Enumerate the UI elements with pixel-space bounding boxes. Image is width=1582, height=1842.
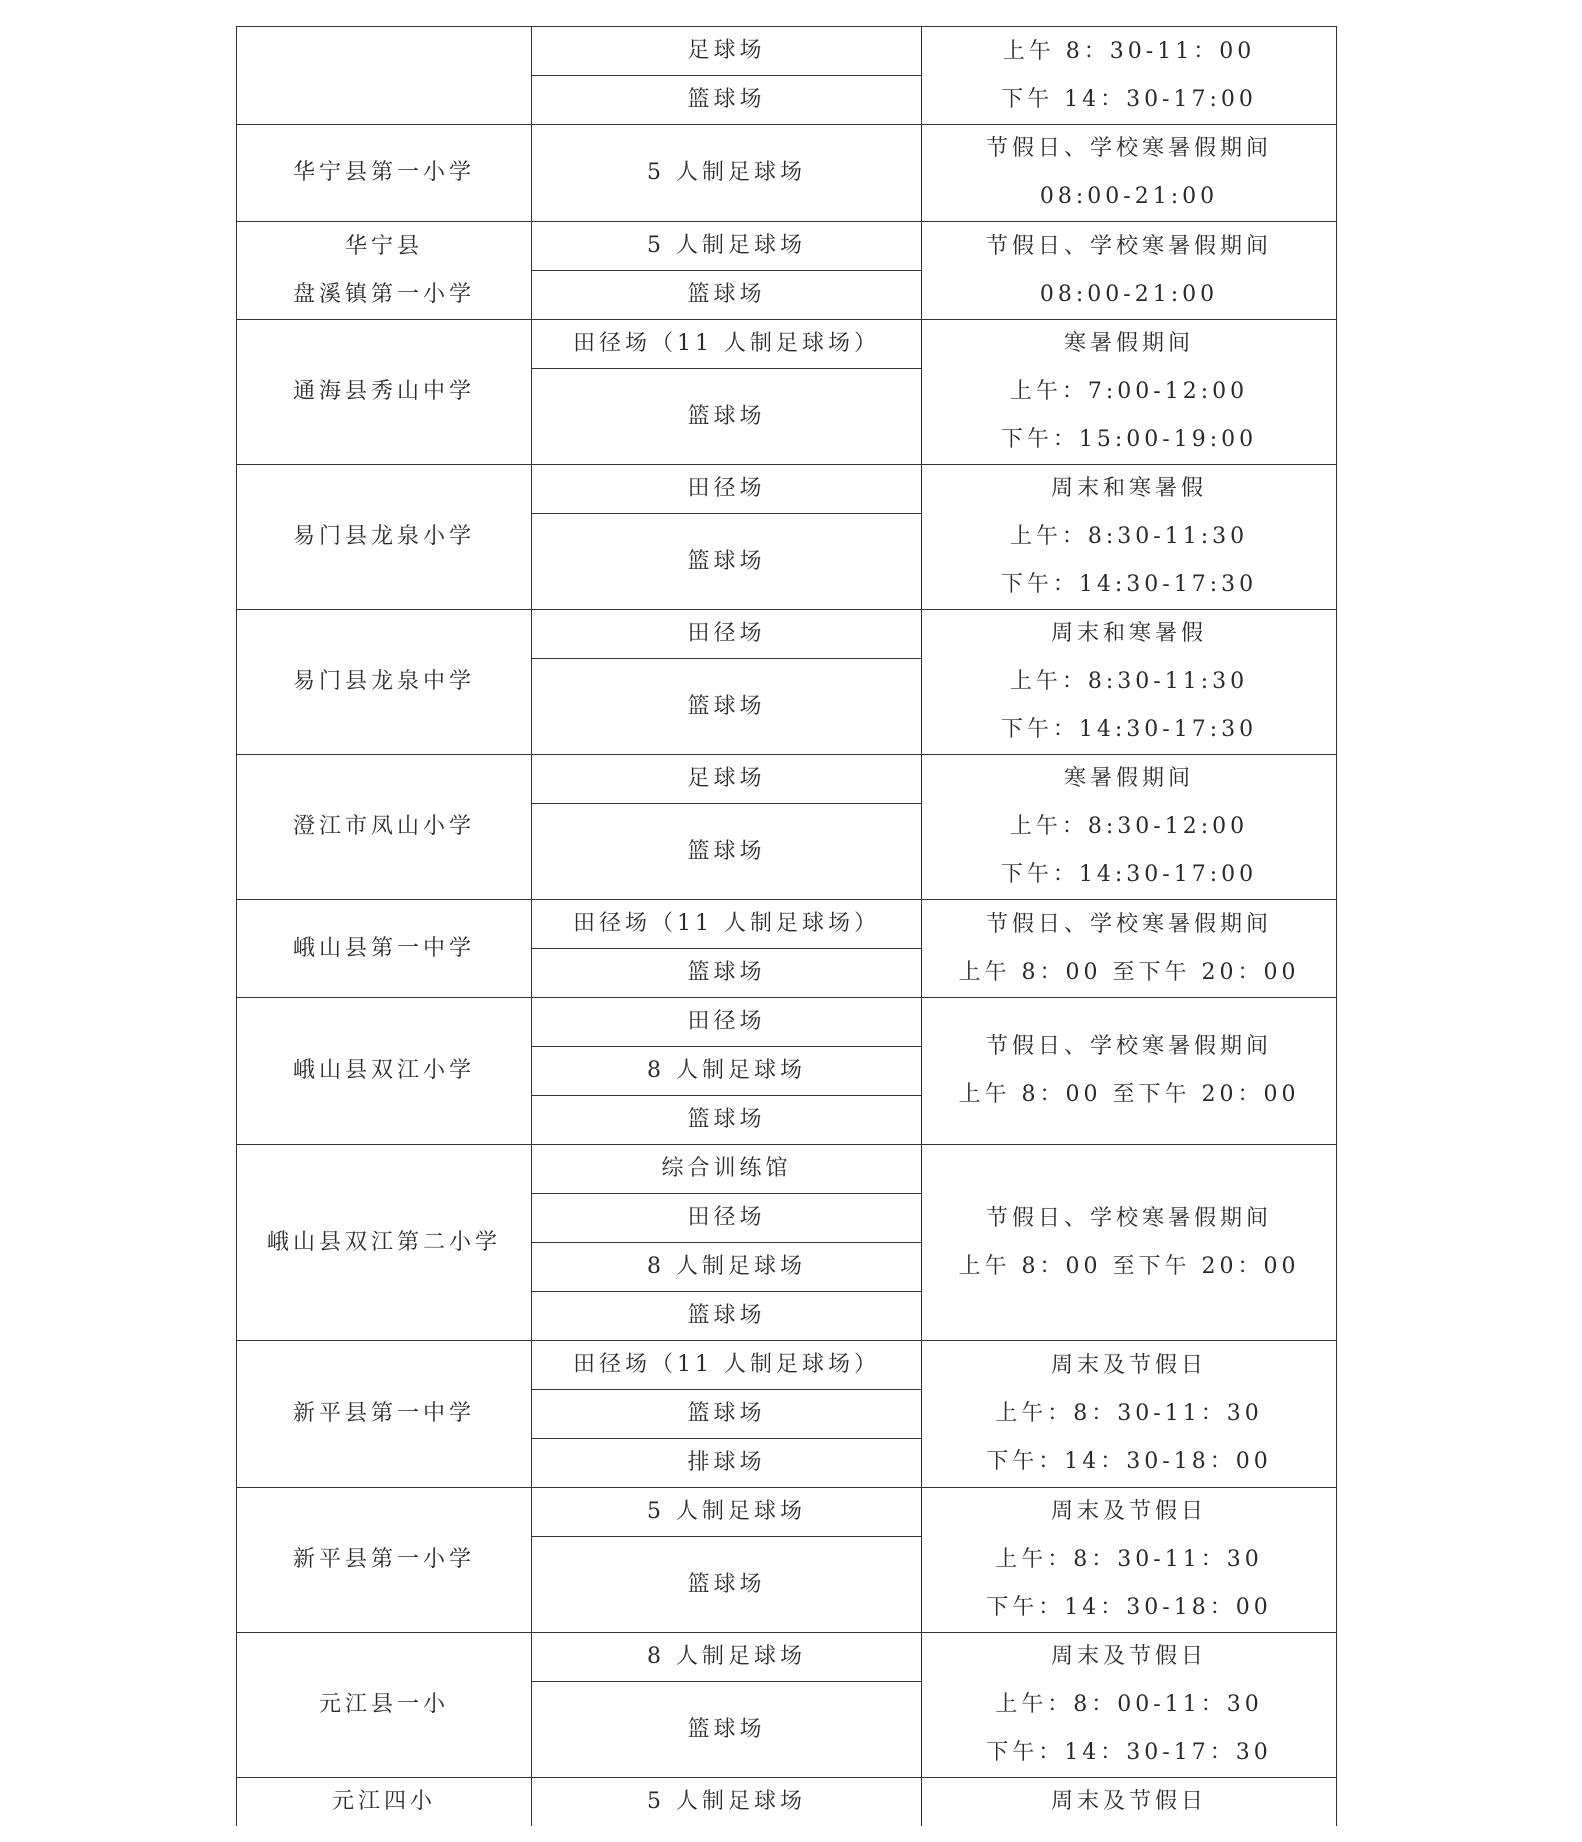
venue-cell: 足球场 — [532, 755, 922, 804]
open-hours-line: 节假日、学校寒暑假期间 — [985, 1034, 1272, 1059]
school-name-cell — [237, 320, 532, 465]
school-name-cell — [237, 1488, 532, 1633]
venue-cell: 综合训练馆 — [532, 1145, 922, 1194]
venue-cell: 田径场（11 人制足球场） — [532, 900, 922, 949]
open-hours-line: 上午 8：30-11：00 — [1002, 38, 1256, 64]
school-name: 新平县第一小学 — [292, 1547, 475, 1572]
venue-cell: 篮球场 — [532, 949, 922, 998]
school-name-cell — [237, 27, 532, 125]
venue-cell: 田径场（11 人制足球场） — [532, 320, 922, 369]
open-hours-cell — [922, 222, 1337, 320]
open-hours-line: 上午：8：30-11：30 — [995, 1401, 1263, 1426]
table-body — [237, 27, 1337, 1827]
venue-cell: 5 人制足球场 — [532, 1778, 922, 1827]
table-row — [237, 1488, 1337, 1537]
school-name-cell — [237, 1633, 532, 1778]
open-hours-line: 上午：8：30-11：30 — [995, 1547, 1263, 1572]
open-hours-line: 上午：8:30-12:00 — [1009, 814, 1249, 839]
venue-cell: 篮球场 — [532, 369, 922, 465]
venue-cell: 5 人制足球场 — [532, 125, 922, 222]
school-name-cell — [237, 465, 532, 610]
open-hours-line: 下午：14:30-17:30 — [1000, 717, 1258, 742]
school-name-cell — [237, 610, 532, 755]
venue-cell: 篮球场 — [532, 271, 922, 320]
school-name-cell — [237, 998, 532, 1145]
open-hours-line: 寒暑假期间 — [1063, 331, 1194, 356]
open-hours-line: 08:00-21:00 — [1039, 184, 1219, 209]
school-name: 峨山县第一中学 — [292, 935, 475, 961]
open-hours-cell — [922, 1341, 1337, 1488]
open-hours-line: 下午：14:30-17:30 — [1000, 572, 1258, 597]
open-hours-line: 上午：8:30-11:30 — [1009, 524, 1249, 549]
open-hours-line: 上午：8：00-11：30 — [995, 1692, 1263, 1717]
open-hours-line: 周末及节假日 — [1050, 1499, 1207, 1524]
open-hours-line: 节假日、学校寒暑假期间 — [985, 136, 1272, 161]
venue-cell: 篮球场 — [532, 804, 922, 900]
table-row — [237, 465, 1337, 514]
venue-cell: 田径场 — [532, 998, 922, 1047]
school-name: 通海县秀山中学 — [292, 379, 475, 404]
school-name-cell — [237, 755, 532, 900]
school-name: 元江县一小 — [318, 1692, 449, 1717]
open-hours-line: 上午 8：00 至下午 20：00 — [958, 1253, 1300, 1279]
open-hours-line: 上午：8:30-11:30 — [1009, 669, 1249, 694]
open-hours-line: 节假日、学校寒暑假期间 — [985, 233, 1272, 259]
venue-cell: 田径场 — [532, 1194, 922, 1243]
open-hours-cell — [922, 900, 1337, 998]
venue-cell: 篮球场 — [532, 1292, 922, 1341]
school-name: 易门县龙泉中学 — [292, 669, 475, 694]
table-row — [237, 222, 1337, 271]
open-hours-line: 下午：14：30-18：00 — [986, 1449, 1272, 1474]
open-hours-line: 周末及节假日 — [1050, 1644, 1207, 1669]
open-hours-cell — [922, 1488, 1337, 1633]
venue-cell: 足球场 — [532, 27, 922, 76]
open-hours-line: 下午：14：30-18：00 — [986, 1595, 1272, 1620]
school-name: 峨山县双江第二小学 — [266, 1229, 501, 1255]
open-hours-line: 周末及节假日 — [1050, 1789, 1207, 1814]
venue-cell: 排球场 — [532, 1439, 922, 1488]
open-hours-cell — [922, 1633, 1337, 1778]
venue-cell: 田径场 — [532, 610, 922, 659]
venue-cell: 篮球场 — [532, 1682, 922, 1778]
school-name: 元江四小 — [331, 1789, 436, 1814]
open-hours-line: 下午：15:00-19:00 — [1000, 427, 1258, 452]
open-hours-line: 周末和寒暑假 — [1050, 621, 1207, 646]
table-row — [237, 1633, 1337, 1682]
school-name-cell — [237, 125, 532, 222]
school-name-cell — [237, 1341, 532, 1488]
school-name: 华宁县第一小学 — [292, 160, 475, 185]
table-row — [237, 998, 1337, 1047]
open-hours-cell — [922, 27, 1337, 125]
school-name-cell — [237, 222, 532, 320]
facility-schedule-table — [236, 26, 1337, 1826]
school-name: 新平县第一中学 — [292, 1401, 475, 1426]
venue-cell: 5 人制足球场 — [532, 222, 922, 271]
open-hours-cell — [922, 465, 1337, 610]
venue-cell: 8 人制足球场 — [532, 1243, 922, 1292]
venue-cell: 5 人制足球场 — [532, 1488, 922, 1537]
table-row — [237, 755, 1337, 804]
venue-cell: 篮球场 — [532, 659, 922, 755]
venue-cell: 田径场 — [532, 465, 922, 514]
school-name: 峨山县双江小学 — [292, 1058, 475, 1083]
venue-cell: 篮球场 — [532, 76, 922, 125]
table-row — [237, 1778, 1337, 1827]
open-hours-line: 下午：14:30-17:00 — [1000, 862, 1258, 887]
school-name-cell — [237, 900, 532, 998]
open-hours-line: 下午：14：30-17：30 — [986, 1740, 1272, 1765]
school-name: 盘溪镇第一小学 — [292, 281, 475, 307]
table-row — [237, 1341, 1337, 1390]
table-row — [237, 610, 1337, 659]
venue-cell: 篮球场 — [532, 1537, 922, 1633]
school-name-cell — [237, 1145, 532, 1341]
school-name: 华宁县 — [344, 233, 423, 259]
venue-cell: 田径场（11 人制足球场） — [532, 1341, 922, 1390]
open-hours-line: 上午：7:00-12:00 — [1009, 379, 1249, 404]
venue-cell: 篮球场 — [532, 1390, 922, 1439]
school-name: 澄江市凤山小学 — [292, 814, 475, 839]
open-hours-cell — [922, 1145, 1337, 1341]
open-hours-cell — [922, 755, 1337, 900]
school-name-cell — [237, 1778, 532, 1827]
open-hours-line: 08:00-21:00 — [1039, 281, 1219, 307]
open-hours-cell — [922, 998, 1337, 1145]
open-hours-line: 上午 8：00 至下午 20：00 — [958, 959, 1300, 985]
open-hours-line: 周末及节假日 — [1050, 1353, 1207, 1378]
venue-cell: 8 人制足球场 — [532, 1047, 922, 1096]
open-hours-line: 节假日、学校寒暑假期间 — [985, 911, 1272, 937]
open-hours-cell — [922, 125, 1337, 222]
school-name: 易门县龙泉小学 — [292, 524, 475, 549]
open-hours-line: 寒暑假期间 — [1063, 766, 1194, 791]
open-hours-cell — [922, 320, 1337, 465]
open-hours-cell — [922, 1778, 1337, 1827]
open-hours-line: 周末和寒暑假 — [1050, 476, 1207, 501]
open-hours-line: 上午 8：00 至下午 20：00 — [958, 1082, 1300, 1107]
venue-cell: 篮球场 — [532, 514, 922, 610]
table-row — [237, 900, 1337, 949]
open-hours-line: 下午 14：30-17:00 — [1001, 86, 1257, 112]
venue-cell: 篮球场 — [532, 1096, 922, 1145]
open-hours-cell — [922, 610, 1337, 755]
table-row — [237, 1145, 1337, 1194]
table-row — [237, 320, 1337, 369]
venue-cell: 8 人制足球场 — [532, 1633, 922, 1682]
open-hours-line: 节假日、学校寒暑假期间 — [985, 1205, 1272, 1231]
table-row — [237, 27, 1337, 76]
